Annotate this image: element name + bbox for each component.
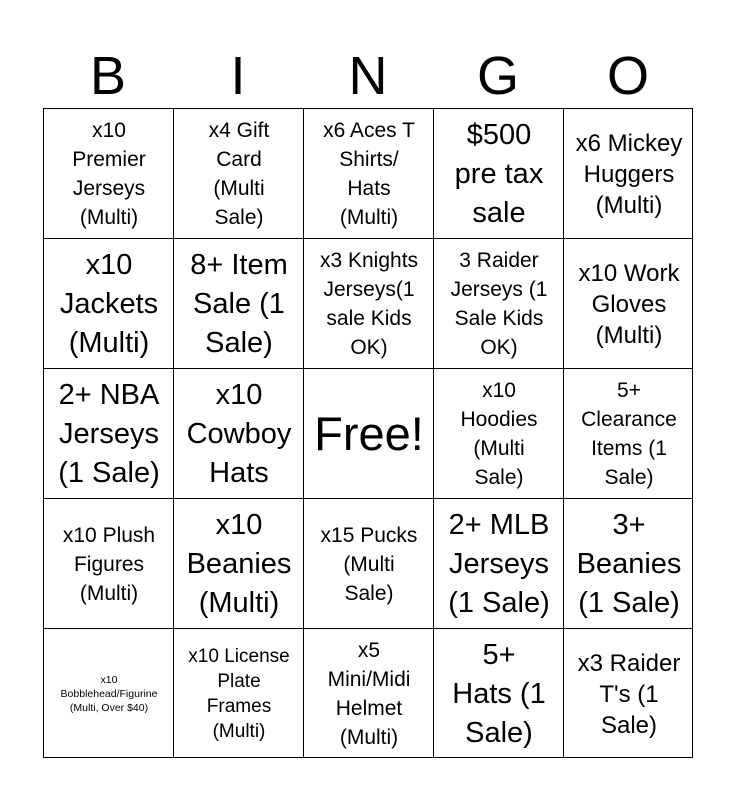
bingo-cell[interactable]	[434, 629, 564, 759]
cell-text: x10 Beanies (Multi)	[186, 508, 292, 619]
cell-text: 3 Raider Jerseys (1 Sale Kids OK)	[450, 249, 548, 359]
cell-text: x4 Gift Card (Multi Sale)	[208, 119, 270, 229]
bingo-cell[interactable]	[564, 629, 694, 759]
bingo-cell[interactable]	[174, 109, 304, 239]
cell-text: x10 Jackets (Multi)	[59, 248, 159, 359]
bingo-cell[interactable]	[44, 369, 174, 499]
bingo-cell[interactable]	[44, 499, 174, 629]
cell-text: x6 Aces T Shirts/ Hats (Multi)	[323, 119, 415, 229]
bingo-cell[interactable]	[174, 239, 304, 369]
cell-text: x10 Cowboy Hats	[186, 378, 292, 489]
cell-text: x10 Hoodies (Multi Sale)	[460, 379, 538, 489]
bingo-card-grid	[43, 108, 693, 758]
cell-text: 8+ Item Sale (1 Sale)	[190, 248, 288, 359]
cell-text: 2+ NBA Jerseys (1 Sale)	[58, 378, 160, 489]
cell-text: x10 License Plate Frames (Multi)	[188, 646, 290, 742]
header-letter-n: N	[348, 46, 388, 106]
cell-text: x10 Bobblehead/Figurine (Multi, Over $40)	[60, 674, 158, 714]
cell-text: x3 Knights Jerseys(1 sale Kids OK)	[319, 249, 419, 359]
cell-text: $500 pre tax sale	[454, 118, 544, 229]
bingo-header	[43, 44, 693, 108]
bingo-cell[interactable]	[304, 109, 434, 239]
bingo-cell[interactable]	[44, 239, 174, 369]
cell-text: 5+ Clearance Items (1 Sale)	[581, 379, 677, 489]
bingo-cell[interactable]	[44, 109, 174, 239]
bingo-cell[interactable]	[564, 109, 694, 239]
bingo-cell[interactable]	[174, 629, 304, 759]
cell-text: x10 Plush Figures (Multi)	[62, 523, 156, 605]
bingo-cell[interactable]	[564, 239, 694, 369]
cell-text: x5 Mini/Midi Helmet (Multi)	[327, 639, 411, 749]
bingo-cell[interactable]	[564, 499, 694, 629]
bingo-cell[interactable]	[564, 369, 694, 499]
bingo-cell[interactable]	[304, 499, 434, 629]
bingo-cell[interactable]	[44, 629, 174, 759]
bingo-cell[interactable]	[434, 369, 564, 499]
bingo-cell[interactable]	[304, 239, 434, 369]
header-letter-b: B	[89, 46, 127, 106]
cell-text: 2+ MLB Jerseys (1 Sale)	[448, 508, 550, 619]
bingo-cell[interactable]	[434, 109, 564, 239]
cell-text: x15 Pucks (Multi Sale)	[320, 523, 418, 605]
header-letter-o: O	[606, 46, 649, 106]
header-letter-g: G	[476, 46, 519, 106]
bingo-cell[interactable]	[174, 369, 304, 499]
bingo-cell[interactable]	[434, 239, 564, 369]
bingo-cell[interactable]	[304, 629, 434, 759]
cell-text: x3 Raider T's (1 Sale)	[577, 649, 681, 739]
cell-text: 5+ Hats (1 Sale)	[452, 638, 546, 749]
bingo-cell[interactable]	[434, 499, 564, 629]
free-space-text: Free!	[314, 407, 424, 460]
cell-text: x10 Premier Jerseys (Multi)	[72, 119, 146, 229]
free-space-cell[interactable]	[304, 369, 434, 499]
cell-text: x6 Mickey Huggers (Multi)	[575, 129, 683, 219]
bingo-cell[interactable]	[174, 499, 304, 629]
header-letter-i: I	[230, 46, 246, 106]
cell-text: x10 Work Gloves (Multi)	[578, 259, 680, 349]
cell-text: 3+ Beanies (1 Sale)	[576, 508, 682, 619]
